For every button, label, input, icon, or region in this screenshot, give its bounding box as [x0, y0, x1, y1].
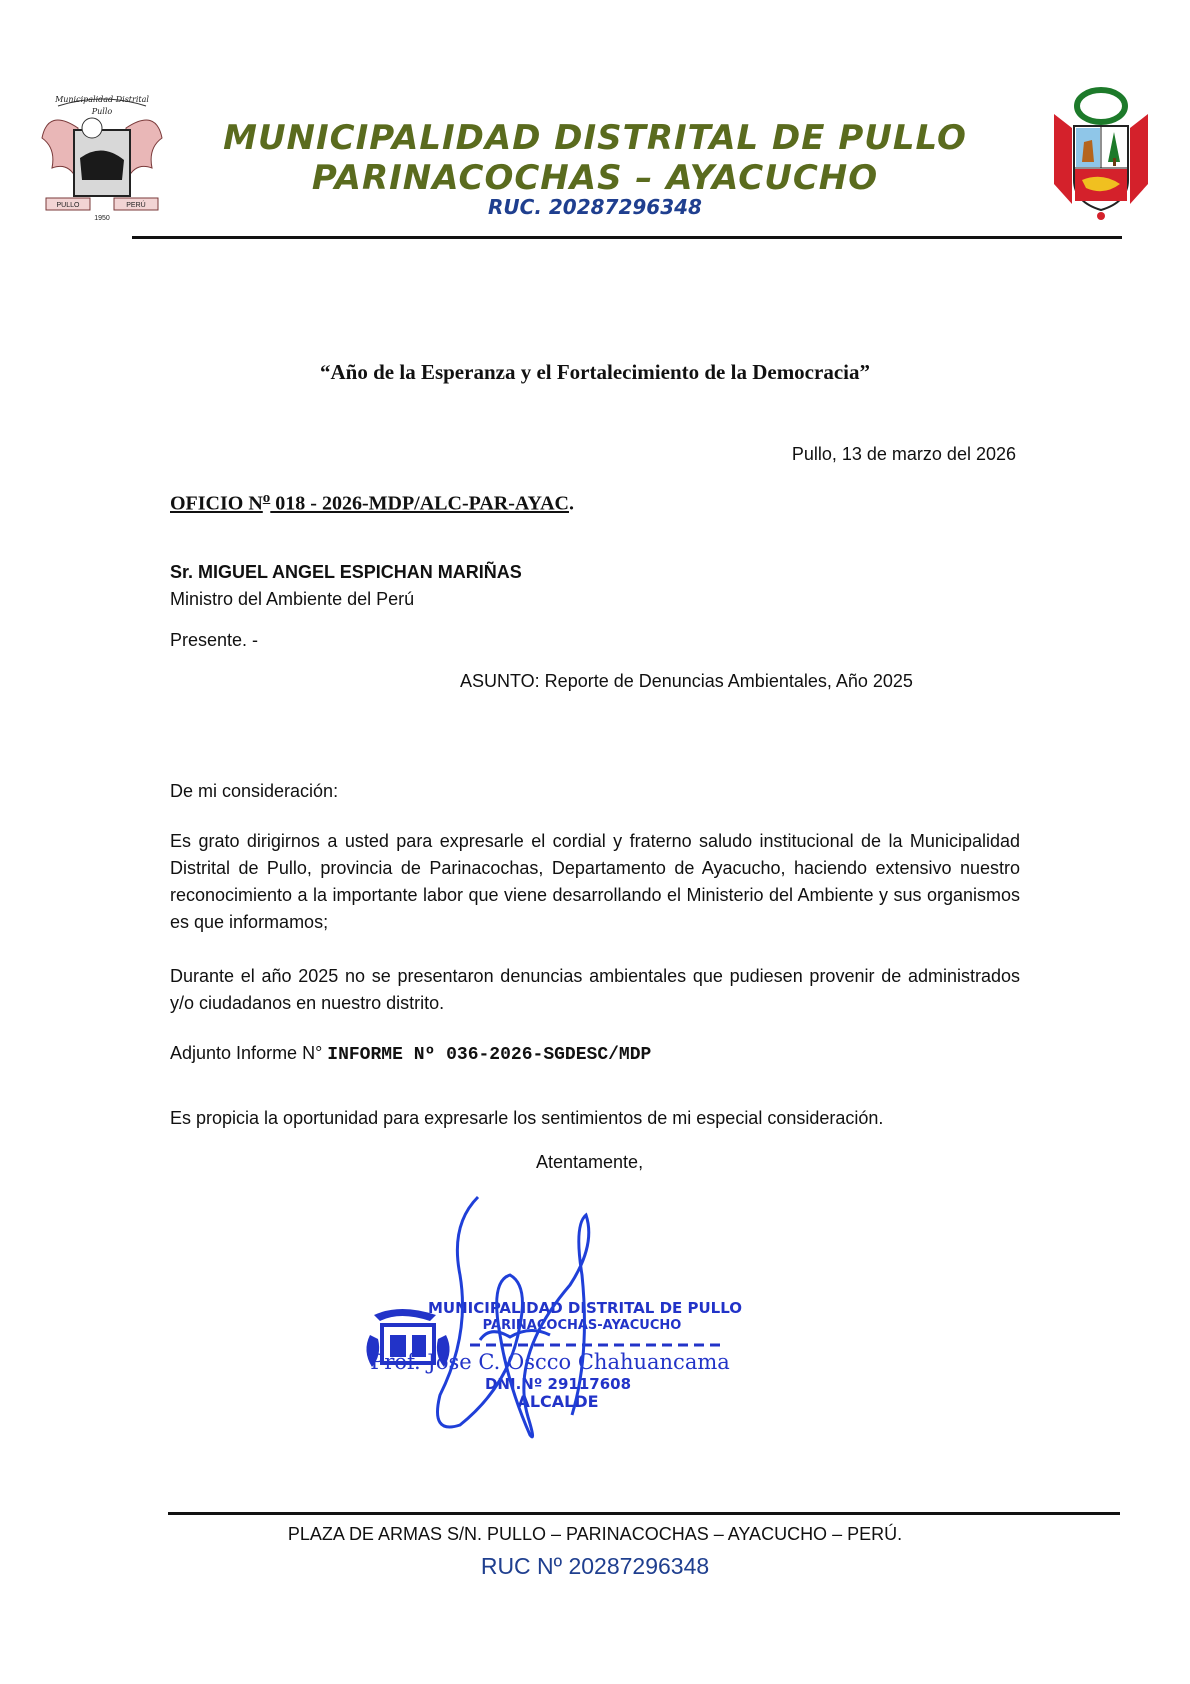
crest-year: 1950: [94, 215, 110, 222]
peru-coat-of-arms-icon: [1048, 84, 1154, 224]
adjunto-label: Adjunto Informe N°: [170, 1043, 328, 1063]
asunto: ASUNTO: Reporte de Denuncias Ambientales, Año 2025: [460, 671, 913, 691]
header-title-line1: MUNICIPALIDAD DISTRITAL DE PULLO: [223, 118, 967, 158]
header-ruc: RUC. 20287296348: [488, 195, 702, 219]
header-divider: [132, 236, 1122, 239]
year-motto: “Año de la Esperanza y el Fortalecimiento de la Democracia”: [320, 360, 870, 384]
footer-divider: [168, 1512, 1120, 1515]
oficio-suffix: .: [568, 492, 574, 515]
oficio-sup: o: [262, 490, 271, 506]
adjunto-line: [170, 1043, 651, 1065]
adjunto-ref: INFORME Nº 036-2026-SGDESC/MDP: [327, 1045, 652, 1065]
stamp-name: Prof. Jose C. Oscco Chahuancama: [370, 1350, 730, 1374]
oficio-prefix: OFICIO N: [170, 492, 263, 515]
paragraph-2: Durante el año 2025 no se presentaron denuncias ambientales que pudiesen provenir de administrados y/o ciudadanos en nuestro distrito.: [170, 966, 1020, 1013]
oficio-number: [170, 490, 574, 516]
presente: Presente. -: [170, 630, 259, 650]
letter-date: Pullo, 13 de marzo del 2026: [791, 444, 1016, 464]
crest-text-sub: Pullo: [91, 107, 113, 116]
crest-ribbon-left: PULLO: [56, 202, 80, 209]
header-title-line2: PARINACOCHAS – AYACUCHO: [311, 158, 879, 198]
stamp-dni: DNI.Nº 29117608: [484, 1375, 632, 1393]
municipal-crest-icon: [38, 88, 166, 226]
crest-ribbon-right: PERÚ: [126, 202, 146, 209]
stamp-line2: PARINACOCHAS-AYACUCHO: [482, 1318, 682, 1333]
stamp-line1: MUNICIPALIDAD DISTRITAL DE PULLO: [427, 1299, 743, 1317]
greeting: De mi consideración:: [170, 781, 339, 801]
recipient-role: Ministro del Ambiente del Perú: [170, 589, 415, 609]
atentamente: Atentamente,: [536, 1152, 644, 1172]
closing: Es propicia la oportunidad para expresarle los sentimientos de mi especial consideración.: [170, 1108, 884, 1128]
footer-address: PLAZA DE ARMAS S/N. PULLO – PARINACOCHAS – AYACUCHO – PERÚ.: [287, 1524, 903, 1544]
oficio-code: 018 - 2026-MDP/ALC-PAR-AYAC: [270, 492, 569, 515]
signature-stamp: [360, 1185, 780, 1455]
crest-text-top: Municipalidad Distrital: [55, 95, 149, 104]
stamp-title: ALCALDE: [517, 1392, 599, 1411]
recipient-name: Sr. MIGUEL ANGEL ESPICHAN MARIÑAS: [170, 562, 522, 582]
paragraph-1: Es grato dirigirnos a usted para expresarle el cordial y fraterno saludo institucional de la Municipalidad Distrital de Pullo, provincia de Parinacochas, Departamento de Ayacucho, haciendo extensivo nuestro reconocimiento a la importante labor que viene desarrollando el Ministerio del Ambiente y sus organismos es que informamos;: [170, 831, 1020, 932]
footer-ruc: RUC Nº 20287296348: [480, 1553, 710, 1579]
